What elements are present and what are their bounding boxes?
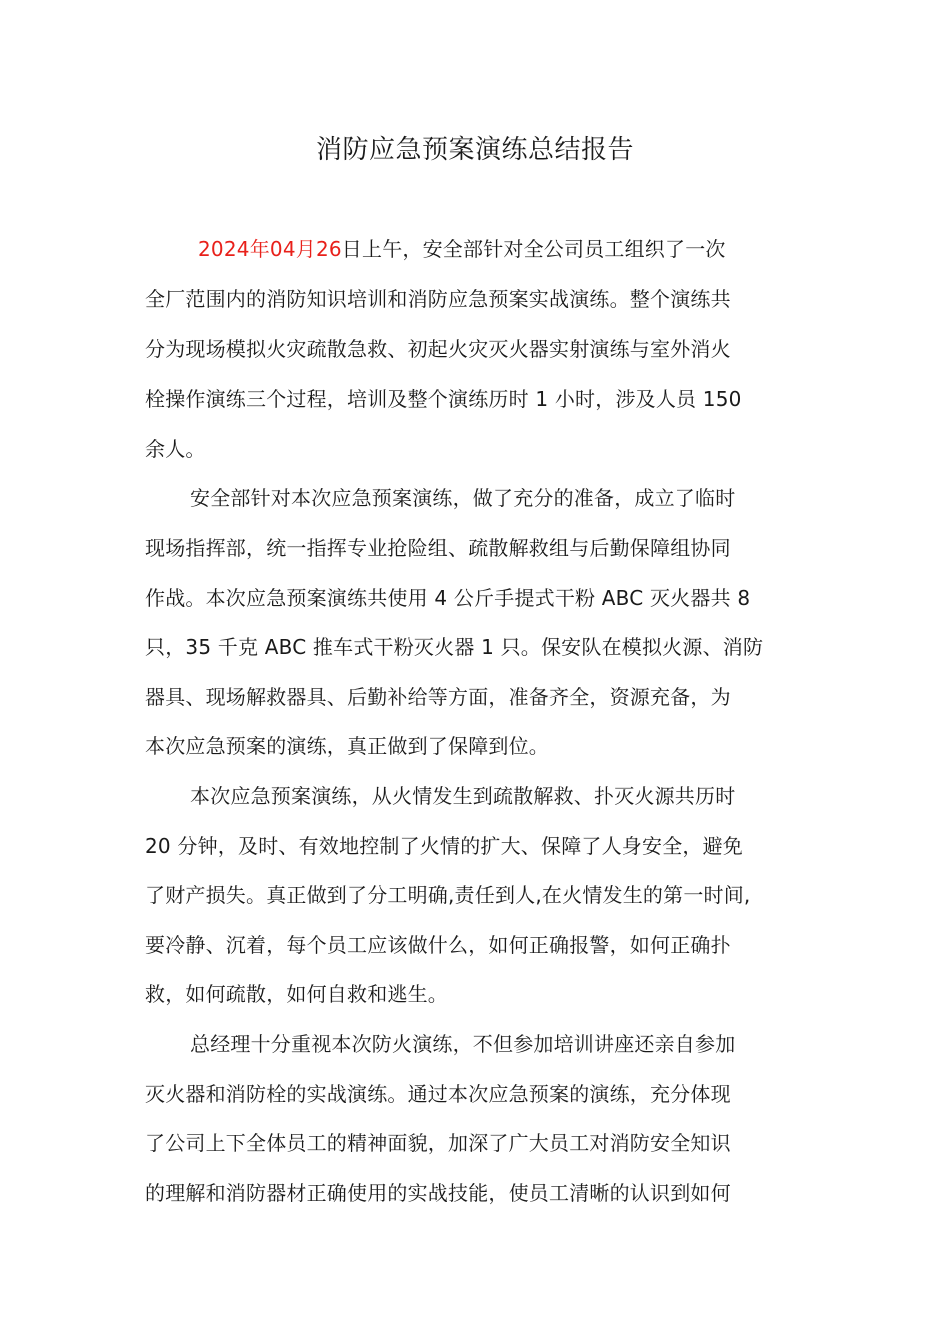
paragraph-2-line-6: 本次应急预案的演练，真正做到了保障到位。	[145, 734, 549, 758]
paragraph-1-line-2: 全厂范围内的消防知识培训和消防应急预案实战演练。整个演练共	[145, 287, 731, 311]
paragraph-3-line-4: 要冷静、沉着，每个员工应该做什么，如何正确报警，如何正确扑	[145, 933, 731, 957]
paragraph-4-line-4: 的理解和消防器材正确使用的实战技能，使员工清晰的认识到如何	[145, 1181, 731, 1205]
paragraph-2-line-1: 安全部针对本次应急预案演练，做了充分的准备，成立了临时	[190, 486, 736, 510]
paragraph-4-line-2: 灭火器和消防栓的实战演练。通过本次应急预案的演练，充分体现	[145, 1082, 731, 1106]
paragraph-1-line-1-text: 日上午，安全部针对全公司员工组织了一次	[341, 237, 726, 261]
paragraph-3-line-2: 20 分钟，及时、有效地控制了火情的扩大、保障了人身安全，避免	[145, 834, 744, 858]
paragraph-1-line-4: 栓操作演练三个过程，培训及整个演练历时 1 小时，涉及人员 150	[145, 387, 742, 411]
paragraph-2-line-3: 作战。本次应急预案演练共使用 4 公斤手提式干粉 ABC 灭火器共 8	[145, 586, 751, 610]
paragraph-3-line-1: 本次应急预案演练，从火情发生到疏散解救、扑灭火源共历时	[190, 784, 736, 808]
paragraph-4-line-1: 总经理十分重视本次防火演练，不但参加培训讲座还亲自参加	[190, 1032, 736, 1056]
paragraph-4-line-3: 了公司上下全体员工的精神面貌，加深了广大员工对消防安全知识	[145, 1131, 731, 1155]
paragraph-2-line-4: 只，35 千克 ABC 推车式干粉灭火器 1 只。保安队在模拟火源、消防	[145, 635, 764, 659]
paragraph-1-line-5: 余人。	[145, 437, 206, 461]
paragraph-2-line-5: 器具、现场解救器具、后勤补给等方面，准备齐全，资源充备，为	[145, 685, 731, 709]
paragraph-3-line-5: 救，如何疏散，如何自救和逃生。	[145, 982, 448, 1006]
paragraph-3-line-3: 了财产损失。真正做到了分工明确,责任到人,在火情发生的第一时间,	[145, 883, 751, 907]
paragraph-1-line-3: 分为现场模拟火灾疏散急救、初起火灾灭火器实射演练与室外消火	[145, 337, 731, 361]
paragraph-2-line-2: 现场指挥部，统一指挥专业抢险组、疏散解救组与后勤保障组协同	[145, 536, 731, 560]
paragraph-1-line-1	[198, 224, 726, 274]
document-title: 消防应急预案演练总结报告	[315, 135, 634, 165]
report-date: 2024年04月26	[198, 237, 342, 261]
